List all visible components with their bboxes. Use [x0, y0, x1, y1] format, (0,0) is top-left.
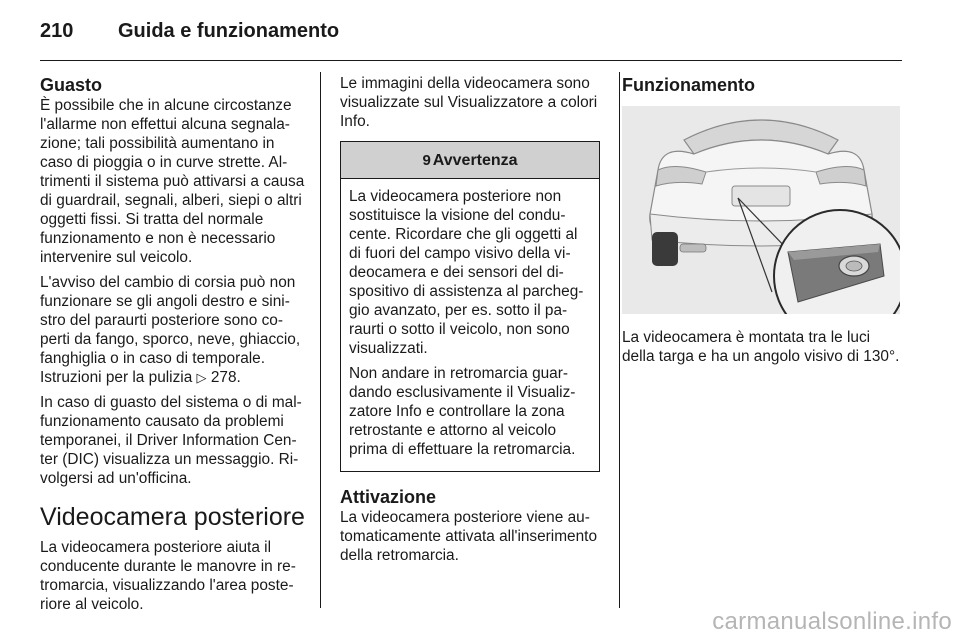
column-divider-2 — [619, 72, 620, 608]
videocamera-paragraph-1: La videocamera posteriore aiuta il conducente durante le manovre in retromarcia, visualizzando l'area posteriore al veicolo. — [40, 539, 296, 613]
warning-paragraph-1: La videocamera posteriore non sostituisce la visione del conducente. Ricordare che gli oggetti al di fuori del campo visivo della videocamera e dei sensori del dispositivo di assistenza al parcheggio avanzato, per es. sotto il paraurti o sotto il veicolo, non sono visualizzati. — [349, 188, 584, 357]
chapter-title: Guida e funzionamento — [118, 20, 340, 42]
funzionamento-paragraph-1: La videocamera è montata tra le luci della targa e ha un angolo visivo di 130°. — [622, 329, 900, 365]
attivazione-paragraph-1: La videocamera posteriore viene automaticamente attivata all'inserimento della retromarcia. — [340, 509, 598, 564]
section-heading-videocamera: Videocamera posteriore — [40, 503, 305, 531]
warning-title: Avvertenza — [432, 151, 518, 169]
guasto-paragraph-1: È possibile che in alcune circostanze l'allarme non effettui alcuna segnalazione; tali possibilità aumentano in caso di pioggia o in curve strette. Altrimenti il sistema può attivarsi a causa di guardrail, segnali, alberi, siepi o altri oggetti fissi. Si tratta del normale funzionamento e non è necessario intervenire sul veicolo. — [40, 97, 305, 266]
page-header — [40, 18, 902, 48]
column-divider-1 — [320, 72, 321, 608]
warning-paragraph-2: Non andare in retromarcia guardando esclusivamente il Visualizzatore Info e controllare la zona retrostante e attorno al veicolo prima di effettuare la retromarcia. — [349, 365, 576, 458]
guasto-paragraph-2-text: L'avviso del cambio di corsia può non funzionare se gli angoli destro e sinistro del paraurti posteriore sono coperti da fango, sporco, neve, ghiaccio, fanghiglia o in caso di temporale. Istruzioni per la pulizia — [40, 274, 301, 386]
section-heading-funzionamento: Funzionamento — [622, 75, 755, 95]
column-2 — [340, 74, 602, 571]
guasto-paragraph-3: In caso di guasto del sistema o di malfunzionamento causato da problemi temporanei, il Driver Information Center (DIC) visualizza un messaggio. Rivolgersi ad un'officina. — [40, 394, 302, 487]
column-1 — [40, 74, 305, 620]
page-number: 210 — [40, 20, 74, 42]
warning-box — [340, 141, 600, 472]
page-ref-arrow-icon: ▷ — [196, 370, 207, 385]
warning-symbol: 9 — [422, 151, 431, 169]
warning-header — [341, 142, 599, 179]
watermark: carmanualsonline.info — [712, 608, 952, 635]
column-3 — [622, 74, 902, 372]
header-rule — [40, 60, 902, 61]
warning-body — [341, 179, 599, 471]
section-heading-guasto: Guasto — [40, 75, 103, 95]
section-heading-attivazione: Attivazione — [340, 487, 437, 507]
page-ref-link[interactable]: 278. — [210, 369, 241, 386]
guasto-paragraph-2 — [40, 273, 305, 387]
camera-intro-paragraph: Le immagini della videocamera sono visualizzate sul Visualizzatore a colori Info. — [340, 75, 598, 130]
rear-camera-illustration — [622, 106, 900, 314]
